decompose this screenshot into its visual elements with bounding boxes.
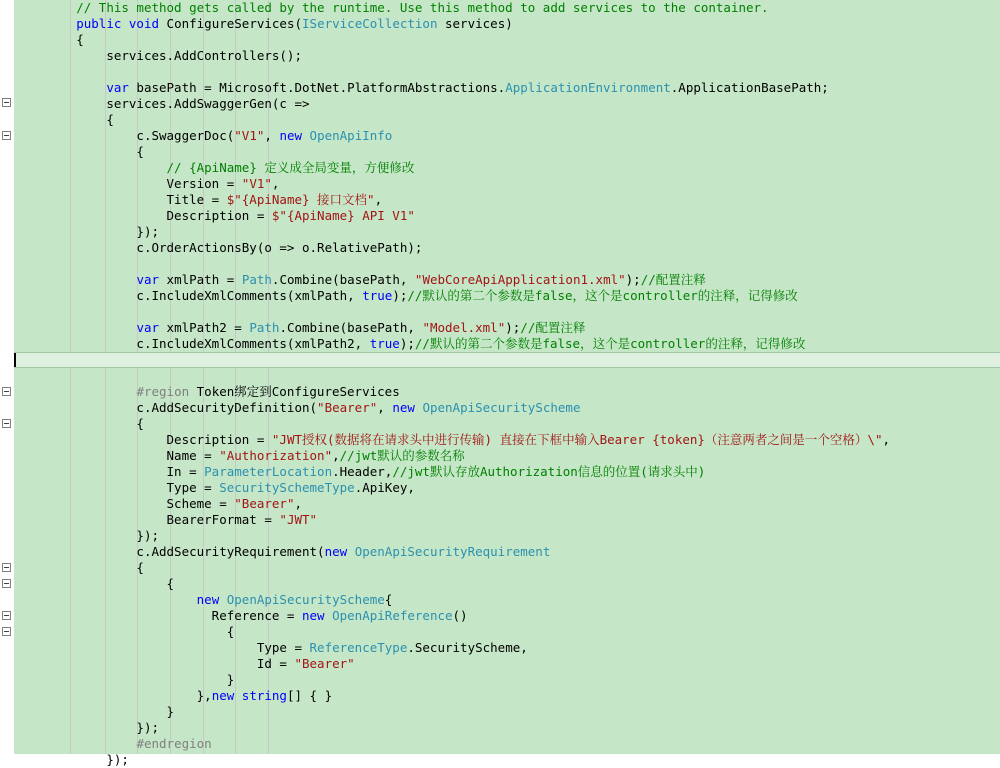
code-token-plain: { [76,144,144,159]
code-token-plain: c.IncludeXmlComments(xmlPath, [76,288,363,303]
fold-marker[interactable] [2,579,11,588]
line-indent [16,432,76,447]
code-token-plain: { [76,624,235,639]
code-token-plain [76,272,136,287]
line-indent [16,176,76,191]
code-token-kw: new [392,400,415,415]
line-indent [16,32,76,47]
code-line[interactable] [14,384,1000,400]
code-token-plain: , [882,432,891,447]
code-token-plain: .Header, [332,464,393,479]
line-indent [16,720,76,735]
code-token-type: OpenApiReference [332,608,453,623]
code-token-plain: services.AddControllers(); [76,48,302,63]
code-line[interactable] [14,560,1000,576]
code-line[interactable] [14,640,1000,656]
code-token-plain: { [76,576,175,591]
line-indent [16,48,76,63]
code-line[interactable] [14,32,1000,48]
line-indent [16,320,76,335]
code-token-cmt: // This method gets called by the runtime. Use this method to add services to the container. [76,0,769,15]
code-token-cmt: //jwt默认存放Authorization信息的位置(请求头中) [392,464,706,479]
code-line[interactable] [14,720,1000,736]
code-token-plain: }); [76,528,160,543]
code-token-plain: Version = [76,176,242,191]
code-token-kw: true [362,288,393,303]
code-token-plain: c.AddSecurityDefinition( [76,400,318,415]
code-token-plain: xmlPath2 = [159,320,250,335]
text-caret [14,353,16,367]
code-token-kw: void [128,16,160,31]
fold-marker[interactable] [2,419,11,428]
code-line[interactable] [14,464,1000,480]
code-token-kw: new [279,128,303,143]
code-line[interactable] [14,48,1000,64]
code-line[interactable] [14,704,1000,720]
code-token-plain: { [76,416,144,431]
code-token-plain: ); [392,288,408,303]
code-line[interactable] [14,496,1000,512]
code-token-plain: }); [76,720,160,735]
code-token-plain: Token绑定到ConfigureServices [189,384,400,399]
code-token-plain: , [332,448,340,463]
code-token-cmt: //jwt默认的参数名称 [339,448,465,463]
code-token-plain: .Combine(basePath, [271,272,415,287]
line-indent [16,80,76,95]
line-indent [16,272,76,287]
code-line[interactable] [14,288,1000,304]
code-token-plain: Name = [76,448,220,463]
code-line[interactable] [14,320,1000,336]
code-token-plain: } [76,704,175,719]
code-token-type: IServiceCollection [302,16,438,31]
code-token-type: ReferenceType [309,640,408,655]
code-token-plain: , [294,496,303,511]
code-token-pre: #region [136,384,190,399]
line-indent [16,544,76,559]
code-line[interactable] [14,144,1000,160]
code-token-cmt: //默认的第二个参数是false，这个是controller的注释，记得修改 [407,288,798,303]
code-token-plain: }, [76,688,212,703]
code-line[interactable] [14,224,1000,240]
code-token-str: "Model.xml" [422,320,506,335]
code-token-cmt: // {ApiName} 定义成全局变量，方便修改 [166,160,415,175]
code-token-plain: Reference = [76,608,302,623]
code-line[interactable] [14,272,1000,288]
line-indent [16,448,76,463]
line-indent [16,384,76,399]
code-token-plain: .SecurityScheme, [407,640,528,655]
code-token-plain [76,80,106,95]
code-token-plain [347,544,355,559]
code-token-plain: }); [76,752,129,767]
code-token-str: "JWT" [279,512,318,527]
code-token-plain: [] { } [286,688,333,703]
code-line[interactable] [14,448,1000,464]
code-token-str: "Bearer" [317,400,378,415]
code-token-plain: .ApplicationBasePath; [670,80,829,95]
code-line[interactable] [14,656,1000,672]
code-line[interactable] [14,240,1000,256]
line-indent [16,736,76,751]
code-line[interactable] [14,256,1000,272]
code-line[interactable] [14,368,1000,384]
line-indent [16,144,76,159]
line-indent [16,208,76,223]
code-token-plain [76,592,196,607]
line-indent [16,240,76,255]
code-token-plain: basePath = Microsoft.DotNet.PlatformAbstractions. [128,80,506,95]
line-indent [16,704,76,719]
line-indent [16,368,76,383]
line-indent [16,128,76,143]
code-token-kw: new [324,544,348,559]
code-line[interactable] [14,352,1000,368]
code-token-kw: new [196,592,220,607]
code-token-plain: Type = [76,480,220,495]
code-token-plain: { [76,560,144,575]
code-line[interactable] [14,480,1000,496]
code-token-type: OpenApiInfo [309,128,393,143]
code-line[interactable] [14,176,1000,192]
code-token-plain [234,688,242,703]
code-line[interactable] [14,304,1000,320]
code-line[interactable] [14,752,1000,768]
code-token-plain: Title = [76,192,227,207]
code-token-plain: In = [76,464,205,479]
code-token-str: "Bearer" [234,496,295,511]
code-token-type: OpenApiSecurityScheme [226,592,385,607]
line-indent [16,640,76,655]
code-line[interactable] [14,512,1000,528]
code-token-kw: public [76,16,122,31]
code-token-plain [219,592,227,607]
code-token-plain [302,128,310,143]
line-indent [16,592,76,607]
line-indent [16,0,76,15]
code-line[interactable] [14,64,1000,80]
code-token-type: ApplicationEnvironment [505,80,671,95]
code-token-plain: ); [505,320,521,335]
code-line[interactable] [14,544,1000,560]
code-line[interactable] [14,80,1000,96]
line-indent [16,496,76,511]
code-token-plain: ); [625,272,641,287]
fold-marker[interactable] [2,98,11,107]
code-token-plain: xmlPath = [159,272,242,287]
code-token-cmt: //配置注释 [640,272,706,287]
code-token-kw: new [211,688,235,703]
code-token-plain: services.AddSwaggerGen(c => [76,96,310,111]
code-line[interactable] [14,416,1000,432]
code-token-str: "Bearer" [294,656,355,671]
code-token-plain: { [76,32,84,47]
code-token-plain [76,736,136,751]
fold-marker[interactable] [2,611,11,620]
code-token-plain: Type = [76,640,310,655]
code-token-plain: }); [76,224,160,239]
code-line[interactable] [14,432,1000,448]
code-token-str: "JWT授权(数据将在请求头中进行传输) 直接在下框中输入Bearer {token}（注意两者之间是一个空格）\" [271,432,883,447]
line-indent [16,224,76,239]
line-indent [16,64,76,79]
code-token-plain: Id = [76,656,295,671]
code-token-str: "V1" [241,176,272,191]
code-line[interactable] [14,400,1000,416]
code-token-plain: ); [399,336,415,351]
code-line[interactable] [14,128,1000,144]
code-token-plain [76,384,136,399]
line-indent [16,528,76,543]
code-token-type: OpenApiSecurityRequirement [354,544,551,559]
line-indent [16,288,76,303]
code-line[interactable] [14,528,1000,544]
fold-marker[interactable] [2,563,11,572]
code-token-str: "Authorization" [219,448,333,463]
line-indent [16,560,76,575]
code-token-plain [325,608,333,623]
fold-marker[interactable] [2,627,11,636]
code-token-str: "V1" [234,128,265,143]
code-line[interactable] [14,208,1000,224]
code-token-plain: .ApiKey, [354,480,415,495]
editor-gutter[interactable] [0,0,14,754]
code-token-type: Path [241,272,272,287]
line-indent [16,480,76,495]
line-indent [16,352,76,367]
line-indent [16,256,76,271]
line-indent [16,304,76,319]
code-token-plain: Scheme = [76,496,235,511]
code-line[interactable] [14,160,1000,176]
code-line[interactable] [14,592,1000,608]
code-token-plain: c.AddSecurityRequirement( [76,544,325,559]
code-token-plain [76,160,166,175]
code-token-str: $"{ApiName} 接口文档" [226,192,375,207]
code-token-plain: ConfigureServices( [159,16,303,31]
code-token-plain: , [374,192,383,207]
line-indent [16,416,76,431]
code-token-plain: .Combine(basePath, [279,320,423,335]
line-indent [16,624,76,639]
fold-marker[interactable] [2,131,11,140]
code-token-plain [76,320,136,335]
line-indent [16,96,76,111]
code-token-plain: , [377,400,393,415]
code-line[interactable] [14,624,1000,640]
line-indent [16,576,76,591]
code-token-type: ParameterLocation [204,464,333,479]
code-line[interactable] [14,16,1000,32]
code-content[interactable] [14,0,1000,768]
code-line[interactable] [14,672,1000,688]
line-indent [16,512,76,527]
code-token-plain: Description = [76,208,272,223]
code-line[interactable] [14,688,1000,704]
code-line[interactable] [14,112,1000,128]
line-indent [16,672,76,687]
code-token-str: "WebCoreApiApplication1.xml" [414,272,626,287]
code-token-kw: true [369,336,400,351]
code-token-plain: c.SwaggerDoc( [76,128,235,143]
line-indent [16,400,76,415]
line-indent [16,192,76,207]
code-token-type: OpenApiSecurityScheme [422,400,581,415]
code-token-plain: } [76,672,235,687]
code-token-kw: var [136,320,160,335]
code-token-plain: () [452,608,468,623]
line-indent [16,112,76,127]
line-indent [16,608,76,623]
code-token-plain: services) [437,16,513,31]
code-token-kw: string [241,688,287,703]
code-line[interactable] [14,608,1000,624]
code-token-str: $"{ApiName} API V1" [271,208,415,223]
code-line[interactable] [14,576,1000,592]
line-indent [16,16,76,31]
line-indent [16,160,76,175]
line-indent [16,464,76,479]
code-token-kw: new [302,608,325,623]
code-token-kw: var [136,272,160,287]
code-token-cmt: //默认的第二个参数是false，这个是controller的注释，记得修改 [414,336,806,351]
code-token-type: Path [249,320,280,335]
code-line[interactable] [14,736,1000,752]
code-token-plain [121,16,129,31]
code-token-plain: , [271,176,280,191]
code-token-kw: var [106,80,129,95]
code-token-type: SecuritySchemeType [219,480,355,495]
code-token-plain: Description = [76,432,272,447]
code-token-plain: c.OrderActionsBy(o => o.RelativePath); [76,240,423,255]
code-token-plain: { [76,112,114,127]
fold-marker[interactable] [2,387,11,396]
line-indent [16,688,76,703]
code-token-plain: c.IncludeXmlComments(xmlPath2, [76,336,370,351]
code-line[interactable] [14,96,1000,112]
code-line[interactable] [14,0,1000,16]
code-token-pre: #endregion [136,736,212,751]
code-line[interactable] [14,336,1000,352]
line-indent [16,336,76,351]
line-indent [16,752,76,767]
code-line[interactable] [14,192,1000,208]
line-indent [16,656,76,671]
code-token-cmt: //配置注释 [520,320,586,335]
code-token-plain: BearerFormat = [76,512,280,527]
code-token-plain: , [264,128,280,143]
code-token-plain: { [384,592,393,607]
